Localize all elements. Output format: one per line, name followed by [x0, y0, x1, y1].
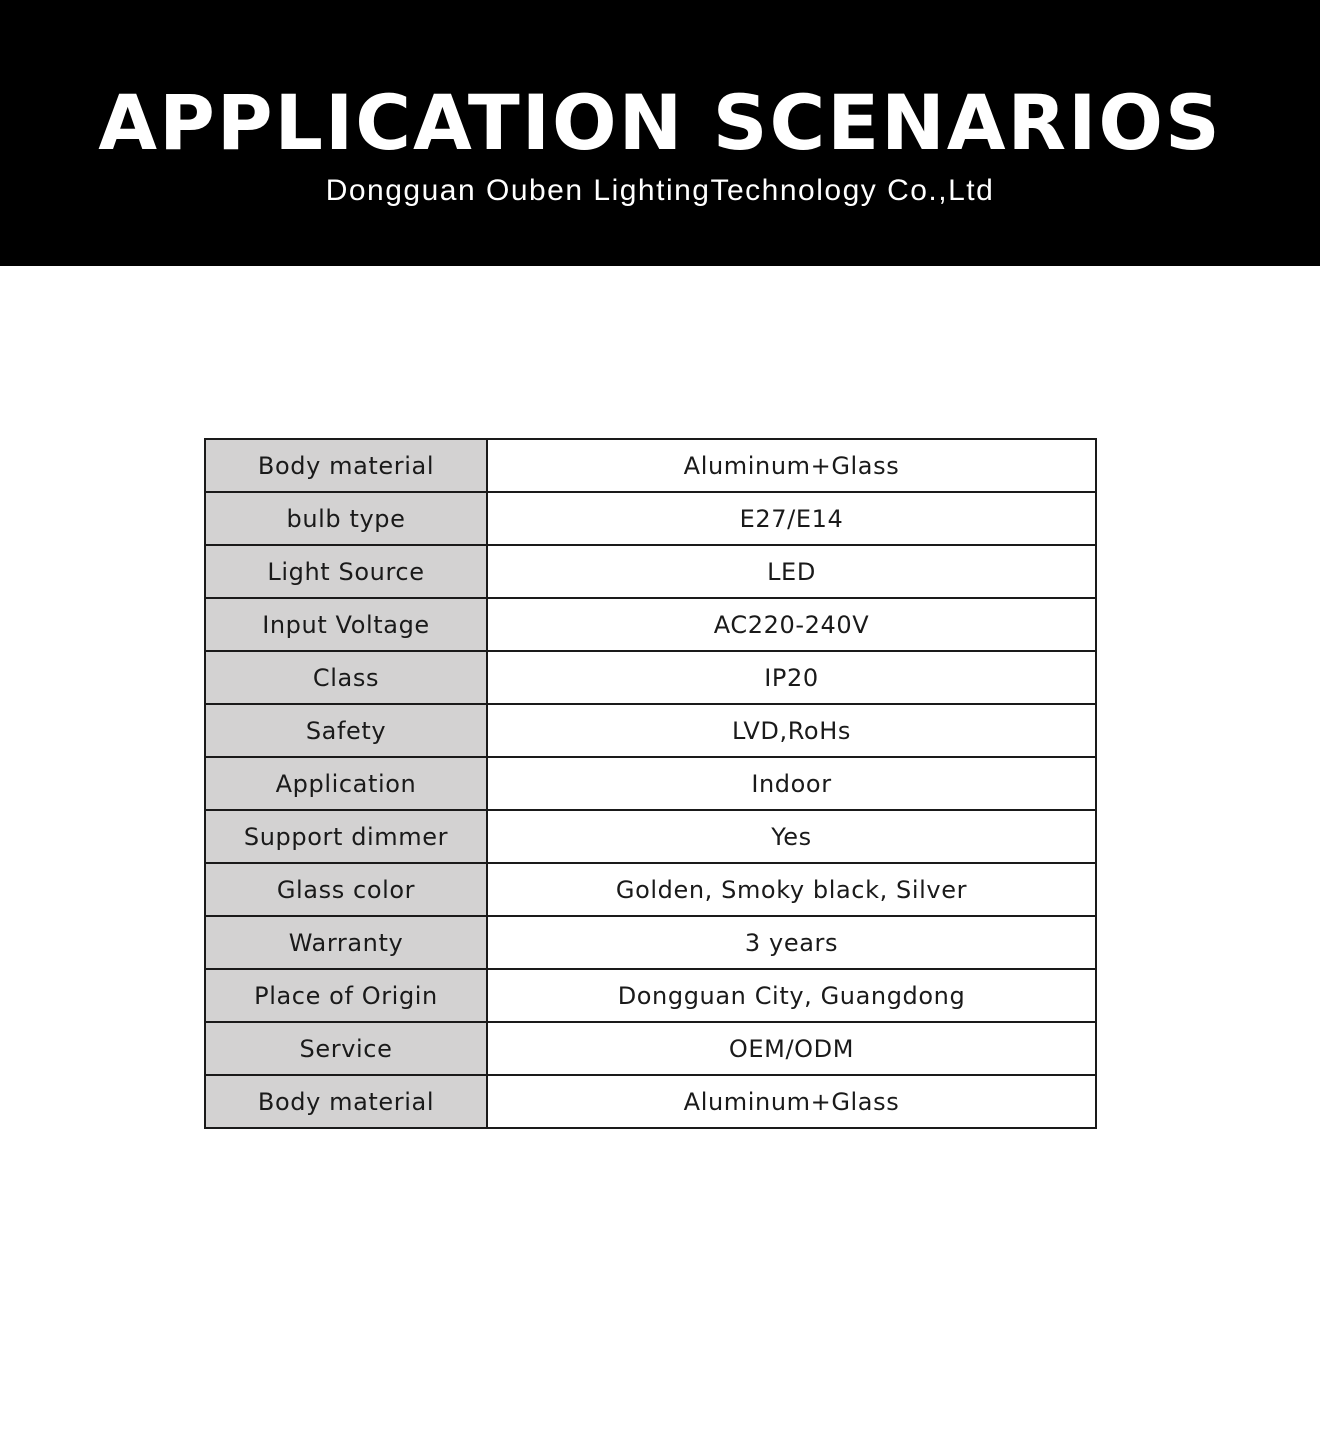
spec-value: LED — [487, 545, 1096, 598]
spec-table — [204, 438, 1097, 1129]
table-row — [205, 1022, 1096, 1075]
table-row — [205, 810, 1096, 863]
spec-table-body — [205, 439, 1096, 1128]
spec-value: 3 years — [487, 916, 1096, 969]
table-row — [205, 863, 1096, 916]
table-row — [205, 545, 1096, 598]
spec-value: Golden, Smoky black, Silver — [487, 863, 1096, 916]
spec-label: Input Voltage — [205, 598, 487, 651]
table-row — [205, 969, 1096, 1022]
spec-value: AC220-240V — [487, 598, 1096, 651]
header-banner — [0, 0, 1320, 266]
spec-value: Dongguan City, Guangdong — [487, 969, 1096, 1022]
spec-value: LVD,RoHs — [487, 704, 1096, 757]
spec-value: OEM/ODM — [487, 1022, 1096, 1075]
spec-label: Support dimmer — [205, 810, 487, 863]
table-row — [205, 492, 1096, 545]
spec-label: Warranty — [205, 916, 487, 969]
table-row — [205, 704, 1096, 757]
table-row — [205, 439, 1096, 492]
table-row — [205, 1075, 1096, 1128]
spec-label: Service — [205, 1022, 487, 1075]
spec-label: Body material — [205, 1075, 487, 1128]
spec-value: Aluminum+Glass — [487, 439, 1096, 492]
table-row — [205, 916, 1096, 969]
spec-label: Application — [205, 757, 487, 810]
spec-value: Yes — [487, 810, 1096, 863]
spec-label: Safety — [205, 704, 487, 757]
spec-value: IP20 — [487, 651, 1096, 704]
spec-label: Class — [205, 651, 487, 704]
spec-label: bulb type — [205, 492, 487, 545]
spec-label: Body material — [205, 439, 487, 492]
page-title: APPLICATION SCENARIOS — [98, 78, 1222, 167]
spec-label: Glass color — [205, 863, 487, 916]
spec-value: Indoor — [487, 757, 1096, 810]
table-row — [205, 757, 1096, 810]
table-row — [205, 651, 1096, 704]
spec-label: Light Source — [205, 545, 487, 598]
company-name: Dongguan Ouben LightingTechnology Co.,Ltd — [325, 174, 995, 207]
spec-value: E27/E14 — [487, 492, 1096, 545]
spec-label: Place of Origin — [205, 969, 487, 1022]
table-row — [205, 598, 1096, 651]
spec-value: Aluminum+Glass — [487, 1075, 1096, 1128]
